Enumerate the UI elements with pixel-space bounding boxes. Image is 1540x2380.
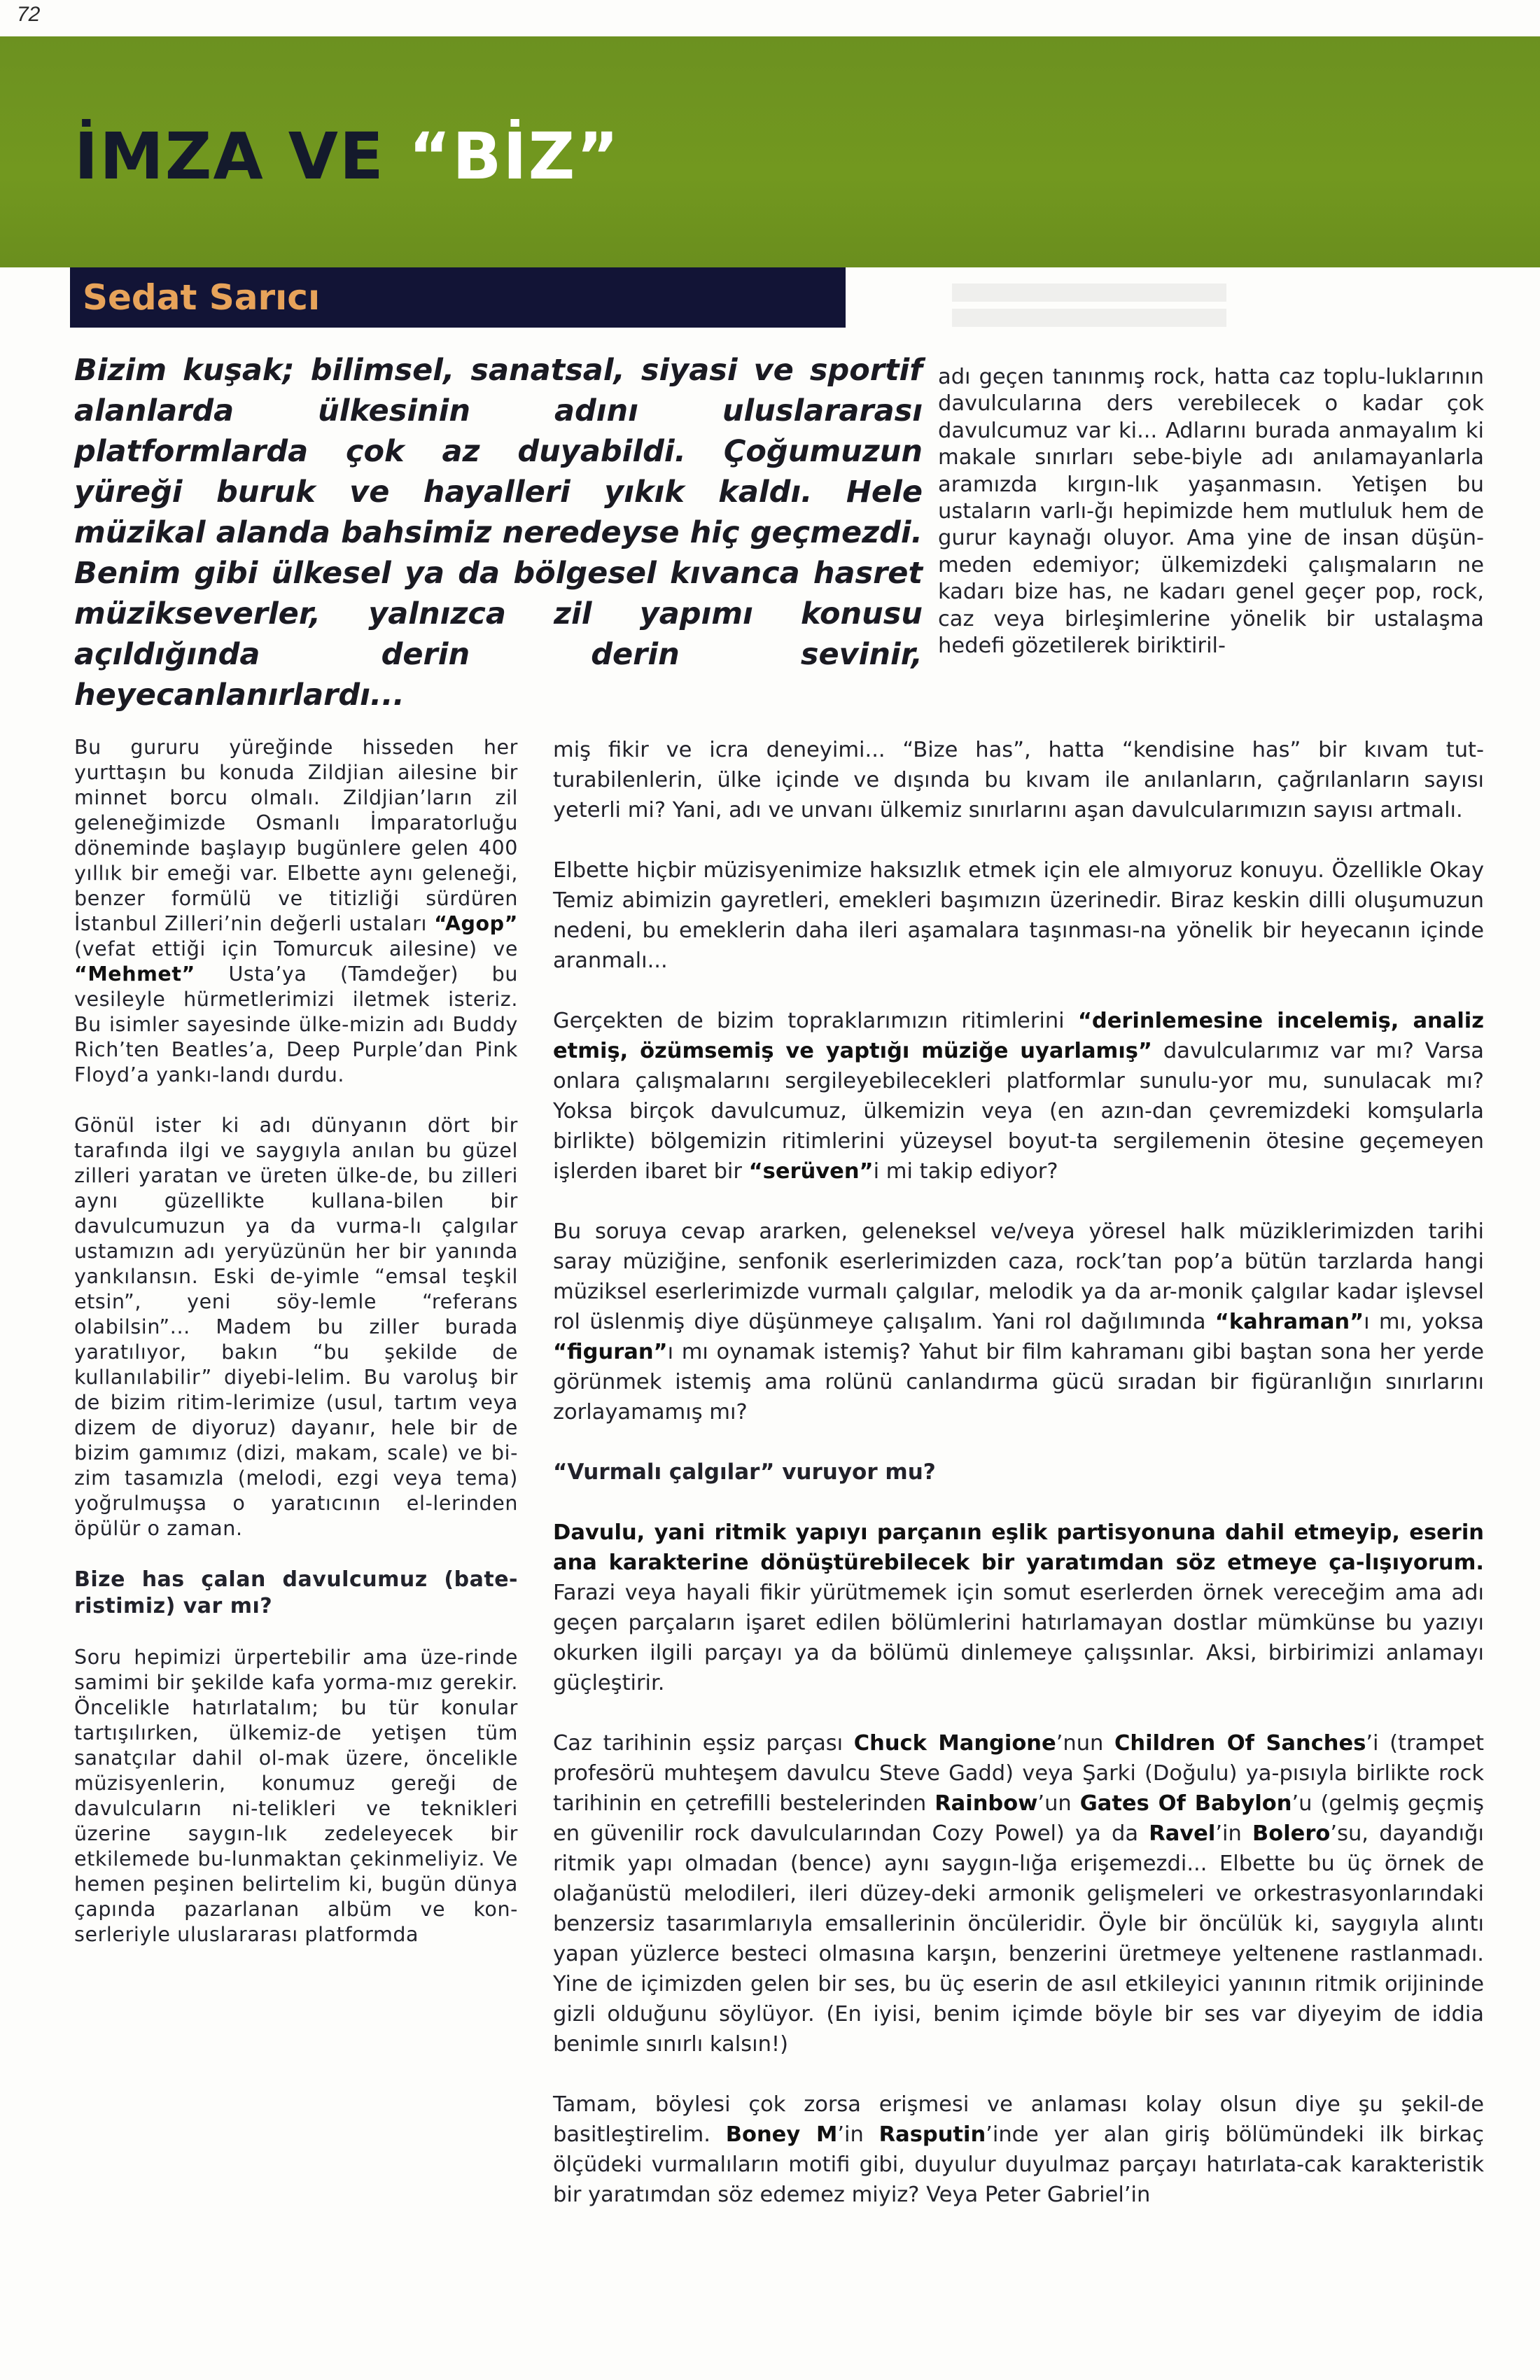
left-paragraph-3: Soru hepimizi ürpertebilir ama üze-rinde samimi bir şekilde kafa yorma-mız gerekir. Öncelikle hatırlatalım; bu tür konular tartışılırken, ülkemiz-de yetişen tüm sanatçılar dahil ol-mak üzere, öncelikle müzisyenlerin, konumuz gereği de davulcuların ni-telikleri ve teknikleri üzerine saygın-lık zedeleyecek bir etkilemede bu-lunmaktan çekinmeliyiz. Ve hemen peşinen belirtelim ki, bugün dünya çapında pazarlanan albüm ve kon-serleriyle uluslararası platformda <box>74 1646 518 1946</box>
section-heading-bize-has: Bize has çalan davulcumuz (bate-ristimiz) var mı? <box>74 1567 518 1618</box>
main-paragraph-6: Caz tarihinin eşsiz parçası Chuck Mangione’nun Children Of Sanches’i (trampet profesörü muhteşem davulcu Steve Gadd) veya Şarki (Doğulu) ya-pısıyla birlikte rock tarihinin en çetrefilli bestelerinden Rainbow’un Gates Of Babylon’u (gelmiş geçmiş en güvenilir rock davulcularından Cozy Powel) ya da Ravel’in Bolero’su, dayandığı ritmik yapı olmadan (bence) aynı saygın-lığa erişemezdi... Elbette bu üç örnek de olağanüstü melodileri, ileri düzey-deki armonik gelişmeleri ve orkestrasyonlarındaki benzersiz tasarımlarıyla emsallerinin öncüleridir. Öyle bir öncülük ki, saygıyla alıntı yapan yüzlerce besteci olmasına karşın, benzerini üretmeye yeltenene rastlanmadı. Yine de içimizden gelen bir ses, bu üç eserin de asıl etkileyici yanının ritmik orijininde gizli olduğunu söylüyor. (En iyisi, benim içimde böyle bir ses var diyeyim de iddia benimle sınırlı kalsın!) <box>553 1731 1484 2057</box>
title-quoted: “BİZ” <box>408 119 620 194</box>
left-paragraph-1: Bu gururu yüreğinde hisseden her yurttaşın bu konuda Zildjian ailesine bir minnet borcu olmalı. Zildjian’ların zil geleneğimizde Osmanlı İmparatorluğu döneminde başlayıp bugünlere gelen 400 yıllık bir emeği var. Elbette aynı geleneği, benzer formülü ve titizliği sürdüren İstanbul Zilleri’nin değerli ustaları “Agop” (vefat ettiği için Tomurcuk ailesine) ve “Mehmet” Usta’ya (Tamdeğer) bu vesileyle hürmetlerimizi iletmek isteriz. Bu isimler sayesinde ülke-mizin adı Buddy Rich’ten Beatles’a, Deep Purple’dan Pink Floyd’a yankı-landı durdu. <box>74 736 518 1086</box>
main-paragraph-2: Elbette hiçbir müzisyenimize haksızlık etmek için ele almıyoruz konuyu. Özellikle Okay Temiz abimizin gayretleri, emekleri başımızın üzerinedir. Biraz keskin dilli oluşumuzun nedeni, bu emeklerin daha ileri aşamalara taşınması-na yönelik bir heyecanın içinde aranmalı... <box>553 858 1484 973</box>
right-column-intro: adı geçen tanınmış rock, hatta caz toplu-luklarının davulcularına ders verebilecek o kadar çok davulcumuz var ki... Adlarını burada anmayalım ki makale sınırları sebe-biyle adı anılamayanlarla aramızda kırgın-lık yaşanmasın. Yetişen bu ustaların varlı-ğı hepimizde hem mutluluk hem de gurur kaynağı oluyor. Ama yine de insan düşün-meden edemiyor; ülkemizdeki çalışmaların ne kadarı bize has, ne kadarı genel geçer pop, rock, caz veya birleşimlerine yönelik bir ustalaşma hedefi gözetilerek biriktiril- <box>938 365 1484 659</box>
byline-bar <box>70 267 846 328</box>
main-paragraph-5: Davulu, yani ritmik yapıyı parçanın eşlik partisyonuna dahil etmeyip, eserin ana karakterine dönüştürebilecek bir yaratımdan söz etmeye ça-lışıyorum. Farazi veya hayali fikir yürütmemek için somut eserlerden örnek vereceğim ama adı geçen parçaların işaret edilen bölümlerini hatırlamayan dostlar mümkünse bu yazıyı okurken ilgili parçayı ya da bölümü dinlemeye çalışsınlar. Aksi, birbirimizi anlamayı güçleştirir. <box>553 1520 1484 1695</box>
page-number: 72 <box>17 3 41 26</box>
main-paragraph-3: Gerçekten de bizim topraklarımızın ritimlerini “derinlemesine incelemiş, analiz etmiş, özümsemiş ve yaptığı müziğe uyarlamış” davulcularımız var mı? Varsa onlara çalışmalarını sergileyebilecekleri platformlar sunulu-yor mu, sunulacak mı? Yoksa birçok davulcumuz, ülkemizin veya (en azın-dan çevremizdeki komşularla birlikte) bölgemizin ritimlerini yüzeysel boyut-ta sergilemenin ötesine geçemeyen işlerden ibaret bir “serüven”i mi takip ediyor? <box>553 1009 1484 1184</box>
article-title <box>74 119 620 194</box>
left-column <box>74 735 518 1973</box>
title-plain: İMZA VE <box>74 119 409 194</box>
section-heading-vurmali: “Vurmalı çalgılar” vuruyor mu? <box>553 1460 936 1485</box>
bleed-through-ghost <box>952 276 1344 346</box>
main-paragraph-4: Bu soruya cevap ararken, geleneksel ve/veya yöresel halk müziklerimizden tarihi saray müziğine, senfonik eserlerimizden caza, rock’tan pop’a bütün tarzlarda hangi müziksel eserlerimizde vurmalı çalgılar, melodik ya da ar-monik çalgılar kadar işlevsel rol üslenmiş diye düşünmeye çalışalım. Yani rol dağılımında “kahraman”ı mı, yoksa “figuran”ı mı oynamak istemiş? Yahut bir film kahramanı gibi baştan sona her yerde görünmek istemiş ama rolünü canlandırma gücü sıradan bir figüranlığın sınırlarını zorlayamamış mı? <box>553 1219 1484 1424</box>
main-paragraph-7: Tamam, böylesi çok zorsa erişmesi ve anlaması kolay olsun diye şu şekil-de basitleştirelim. Boney M’in Rasputin’inde yer alan giriş bölümündeki ilk birkaç ölçüdeki vurmalıların motifi gibi, duyulur duyulmaz parçayı hatırlata-cak karakteristik bir yaratımdan söz edemez miyiz? Veya Peter Gabriel’in <box>553 2092 1485 2207</box>
lead-paragraph: Bizim kuşak; bilimsel, sanatsal, siyasi ve sportif alanlarda ülkesinin adını uluslararası platformlarda çok az duyabildi. Çoğumuzun yüreği buruk ve hayalleri yıkık kaldı. Hele müzikal alanda bahsimiz neredeyse hiç geçmezdi. Benim gibi ülkesel ya da bölgesel kıvanca hasret müzikseverler, yalnızca zil yapımı konusu açıldığında derin derin sevinir, heyecanlanırlardı... <box>74 353 923 713</box>
main-paragraph-1: miş fikir ve icra deneyimi... “Bize has”, hatta “kendisine has” bir kıvam tut-turabilenlerin, ülke içinde ve dışında bu kıvam ile anılanların, çağrılanların sayısı yeterli mi? Yani, adı ve unvanı ülkemiz sınırlarını aşan davulcularımızın sayısı artmalı. <box>553 738 1484 822</box>
main-column <box>553 735 1484 2240</box>
left-paragraph-2: Gönül ister ki adı dünyanın dört bir tarafında ilgi ve saygıyla anılan bu güzel zilleri yaratan ve üreten ülke-de, bu zilleri aynı güzellikte kullana-bilen bir davulcumuzun ya da vurma-lı çalgılar ustamızın adı yeryüzünün her bir yanında yankılansın. Eski de-yimle “emsal teşkil etsin”, yeni söy-lemle “referans olabilsin”... Madem bu ziller burada yaratılıyor, bakın “bu şekilde de kullanılabilir” diyebi-lelim. Bu varoluş bir de bizim ritim-lerimize (usul, tartım veya dizem de diyoruz) dayanır, hele bir de bizim gamımız (dizi, makam, scale) ve bi-zim tasamızla (melodi, ezgi veya tema) yoğrulmuşsa o yaratıcının el-lerinden öpülür o zaman. <box>74 1114 518 1540</box>
author-name: Sedat Sarıcı <box>83 277 321 318</box>
